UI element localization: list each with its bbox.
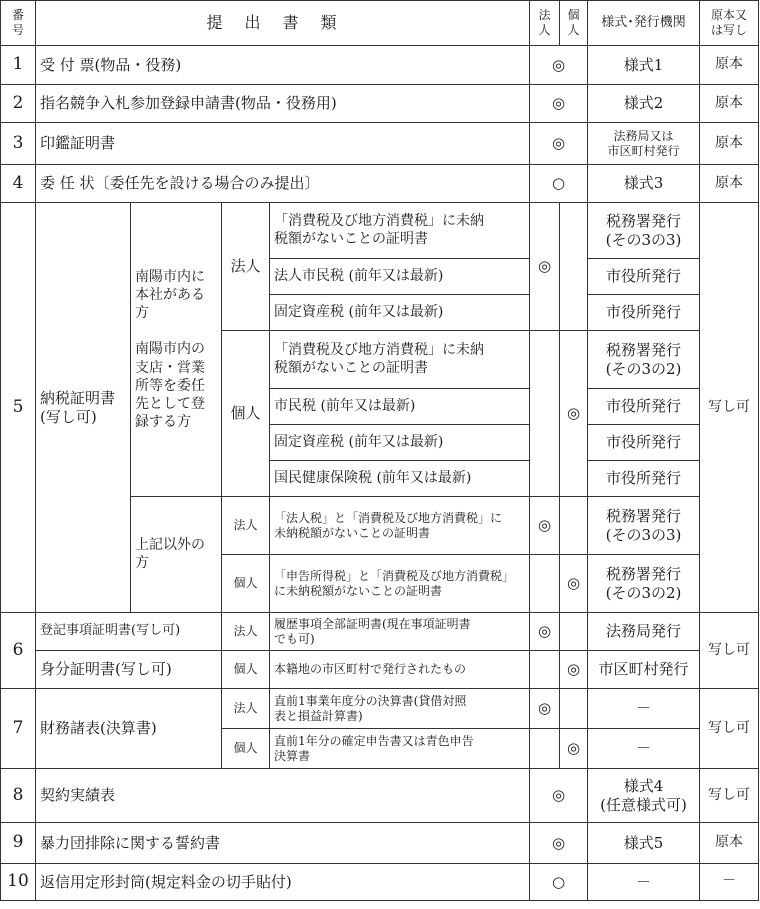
form-issuer: 市役所発行 (588, 461, 700, 497)
form-issuer: 様式4 (任意様式可) (588, 769, 700, 823)
document-name: 財務諸表(決算書) (36, 689, 222, 769)
row-number: 1 (1, 46, 36, 85)
certificate-item: 本籍地の市区町村で発行されたもの (270, 651, 530, 689)
header-row (1, 1, 759, 46)
required-mark: ○ (530, 165, 588, 203)
type-individual: 個人 (222, 729, 270, 769)
required-mark: ◎ (530, 123, 588, 165)
corporate-mark: ◎ (530, 613, 560, 651)
table-row (1, 651, 759, 689)
table-row (1, 203, 759, 259)
required-mark: ○ (530, 864, 588, 901)
form-issuer: 市役所発行 (588, 295, 700, 331)
form-issuer: 市区町村発行 (588, 651, 700, 689)
corporate-mark: ◎ (530, 689, 560, 729)
certificate-item: 「法人税」と「消費税及び地方消費税」に 未納税額がないことの証明書 (270, 497, 530, 555)
table-row (1, 864, 759, 901)
type-individual: 個人 (222, 651, 270, 689)
original-copy: 原本 (700, 823, 759, 864)
document-name: 指名競争入札参加登録申請書(物品・役務用) (36, 85, 530, 123)
row-number: 2 (1, 85, 36, 123)
row-number: 6 (1, 613, 36, 689)
individual-mark: ◎ (560, 555, 588, 613)
original-copy: 原本 (700, 46, 759, 85)
form-issuer: 様式5 (588, 823, 700, 864)
corporate-mark-empty (530, 555, 560, 613)
type-corporate: 法人 (222, 497, 270, 555)
document-name: 返信用定形封筒(規定料金の切手貼付) (36, 864, 530, 901)
corporate-mark-empty (530, 729, 560, 769)
individual-mark-empty (560, 689, 588, 729)
header-form-issuer: 様式･発行機関 (588, 1, 700, 46)
form-issuer: 市役所発行 (588, 425, 700, 461)
individual-mark-empty (560, 497, 588, 555)
original-copy: 原本 (700, 165, 759, 203)
certificate-item: 固定資産税 (前年又は最新) (270, 425, 530, 461)
certificate-item: 履歴事項全部証明書(現在事項証明書 でも可) (270, 613, 530, 651)
document-name: 暴力団排除に関する誓約書 (36, 823, 530, 864)
corporate-mark-empty (530, 651, 560, 689)
document-name: 納税証明書 (写し可) (36, 203, 131, 613)
form-issuer: 税務署発行 (その3の2) (588, 331, 700, 389)
certificate-item: 「申告所得税」と「消費税及び地方消費税」に未納税額がないことの証明書 (270, 555, 530, 613)
type-individual: 個人 (222, 555, 270, 613)
original-copy: 写し可 (700, 689, 759, 769)
original-copy: 原本 (700, 85, 759, 123)
header-individual: 個 人 (560, 1, 588, 46)
row-number: 3 (1, 123, 36, 165)
row-number: 10 (1, 864, 36, 901)
form-issuer: 様式1 (588, 46, 700, 85)
table-row (1, 85, 759, 123)
required-mark: ◎ (530, 823, 588, 864)
form-issuer: 法務局発行 (588, 613, 700, 651)
original-copy: 写し可 (700, 769, 759, 823)
table-row (1, 46, 759, 85)
table-row (1, 613, 759, 651)
form-issuer: 市役所発行 (588, 389, 700, 425)
original-copy: 写し可 (700, 203, 759, 613)
form-issuer: 税務署発行 (その3の2) (588, 555, 700, 613)
row-number: 4 (1, 165, 36, 203)
document-name: 契約実績表 (36, 769, 530, 823)
individual-mark: ◎ (560, 651, 588, 689)
document-name: 身分証明書(写し可) (36, 651, 222, 689)
header-original-copy: 原本又 は写し (700, 1, 759, 46)
table-row (1, 123, 759, 165)
certificate-item: 固定資産税 (前年又は最新) (270, 295, 530, 331)
form-issuer: － (588, 864, 700, 901)
form-issuer: 税務署発行 (その3の3) (588, 497, 700, 555)
form-issuer: 市役所発行 (588, 259, 700, 295)
table-row (1, 165, 759, 203)
individual-mark: ◎ (560, 331, 588, 497)
form-issuer: 様式2 (588, 85, 700, 123)
required-mark: ◎ (530, 46, 588, 85)
table-row (1, 689, 759, 729)
original-copy: 原本 (700, 123, 759, 165)
row-number: 9 (1, 823, 36, 864)
document-name: 委 任 状〔委任先を設ける場合のみ提出〕 (36, 165, 530, 203)
form-issuer: － (588, 689, 700, 729)
form-issuer: 法務局又は 市区町村発行 (588, 123, 700, 165)
form-issuer: 税務署発行 (その3の3) (588, 203, 700, 259)
required-mark: ◎ (530, 769, 588, 823)
document-name: 受 付 票(物品・役務) (36, 46, 530, 85)
document-name: 印鑑証明書 (36, 123, 530, 165)
type-corporate: 法人 (222, 203, 270, 331)
type-corporate: 法人 (222, 613, 270, 651)
certificate-item: 直前1年分の確定申告書又は青色申告 決算書 (270, 729, 530, 769)
certificate-item: 国民健康保険税 (前年又は最新) (270, 461, 530, 497)
document-name: 登記事項証明書(写し可) (36, 613, 222, 651)
original-copy: － (700, 864, 759, 901)
certificate-item: 「消費税及び地方消費税」に未納 税額がないことの証明書 (270, 331, 530, 389)
applicant-group-other: 上記以外の 方 (131, 497, 222, 613)
applicant-group-local: 南陽市内に 本社がある 方 南陽市内の 支店・営業 所等を委任 先として登 録する方 (131, 203, 222, 497)
table-row (1, 769, 759, 823)
corporate-mark: ◎ (530, 203, 560, 331)
header-number: 番 号 (1, 1, 36, 46)
original-copy: 写し可 (700, 613, 759, 689)
type-corporate: 法人 (222, 689, 270, 729)
certificate-item: 市民税 (前年又は最新) (270, 389, 530, 425)
certificate-item: 「消費税及び地方消費税」に未納 税額がないことの証明書 (270, 203, 530, 259)
corporate-mark: ◎ (530, 497, 560, 555)
row-number: 5 (1, 203, 36, 613)
required-mark: ◎ (530, 85, 588, 123)
corporate-mark-empty (530, 331, 560, 497)
row-number: 7 (1, 689, 36, 769)
header-corporate: 法 人 (530, 1, 560, 46)
individual-mark: ◎ (560, 729, 588, 769)
certificate-item: 法人市民税 (前年又は最新) (270, 259, 530, 295)
individual-mark-empty (560, 613, 588, 651)
type-individual: 個人 (222, 331, 270, 497)
form-issuer: 様式3 (588, 165, 700, 203)
individual-mark-empty (560, 203, 588, 331)
row-number: 8 (1, 769, 36, 823)
header-title: 提出書類 (36, 1, 530, 46)
form-issuer: － (588, 729, 700, 769)
certificate-item: 直前1事業年度分の決算書(貸借対照 表と損益計算書) (270, 689, 530, 729)
table-row (1, 823, 759, 864)
